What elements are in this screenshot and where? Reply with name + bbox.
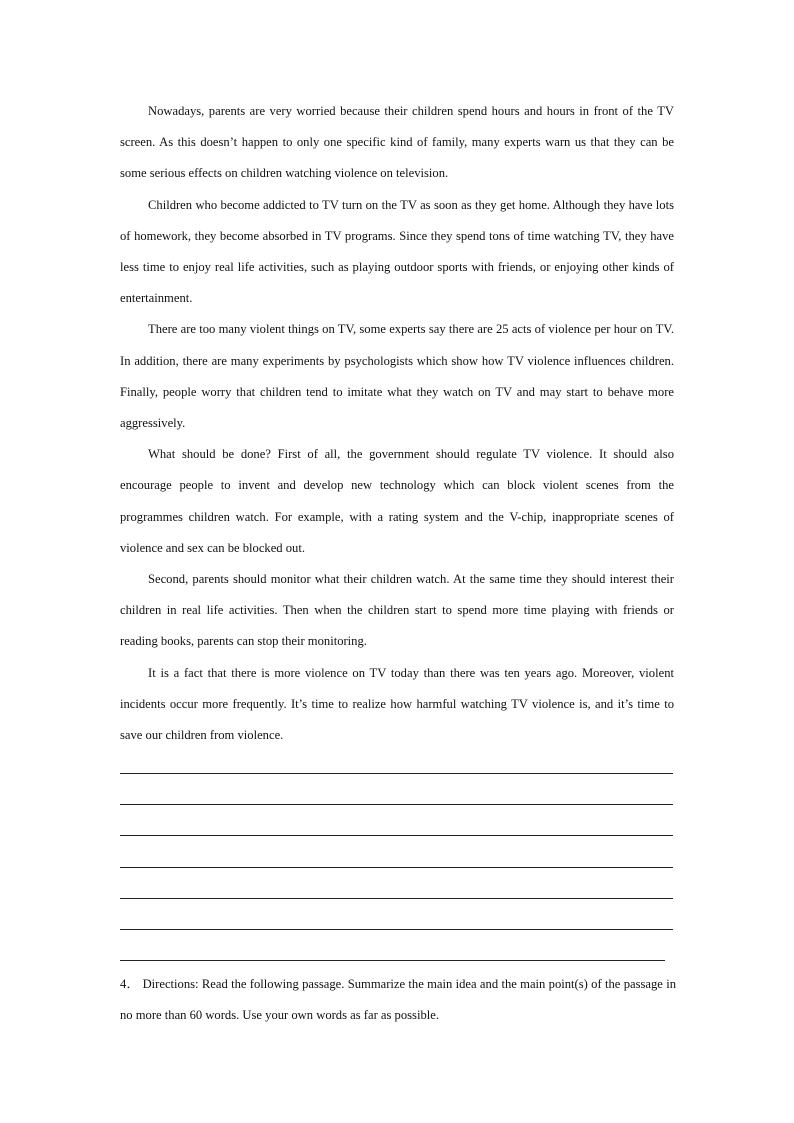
question-text: Directions: Read the following passage. Summarize the main idea and the main point(s) of the passage in no more than 60 words. Use your own words as far as possible. bbox=[120, 977, 676, 1023]
paragraph-5: Second, parents should monitor what their children watch. At the same time they should interest their children in real life activities. Then when the children start to spend more time playing with friends or reading books, parents can stop their monitoring. bbox=[120, 572, 674, 649]
answer-line bbox=[120, 898, 673, 899]
paragraph-3: There are too many violent things on TV, some experts say there are 25 acts of violence per hour on TV. In addition, there are many experiments by psychologists which show how TV violence influences children. Finally, people worry that children tend to imitate what they watch on TV and may start to behave more aggressively. bbox=[120, 322, 674, 431]
answer-line bbox=[120, 960, 665, 961]
passage bbox=[120, 96, 674, 751]
paragraph-1: Nowadays, parents are very worried because their children spend hours and hours in front of the TV screen. As this doesn’t happen to only one specific kind of family, many experts warn us that they can be some serious effects on children watching violence on television. bbox=[120, 104, 674, 181]
answer-line bbox=[120, 804, 673, 805]
answer-lines bbox=[120, 773, 673, 991]
paragraph-6: It is a fact that there is more violence on TV today than there was ten years ago. Moreover, violent incidents occur more frequently. It’s time to realize how harmful watching TV violence is, and it’s time to save our children from violence. bbox=[120, 665, 674, 743]
question-number: 4． bbox=[120, 977, 140, 991]
paragraph-4: What should be done? First of all, the government should regulate TV violence. It should also encourage people to invent and develop new technology which can block violent scenes from the programmes children watch. For example, with a rating system and the V-chip, inappropriate scenes of violence and sex can be blocked out. bbox=[120, 447, 674, 555]
paragraph-2: Children who become addicted to TV turn on the TV as soon as they get home. Although they have lots of homework, they become absorbed in TV programs. Since they spend tons of time watching TV, they have less time to enjoy real life activities, such as playing outdoor sports with friends, or enjoying other kinds of entertainment. bbox=[120, 197, 674, 306]
question-directions bbox=[120, 969, 676, 1031]
answer-line bbox=[120, 867, 673, 868]
answer-line bbox=[120, 835, 673, 836]
answer-line bbox=[120, 929, 673, 930]
answer-line bbox=[120, 773, 673, 774]
